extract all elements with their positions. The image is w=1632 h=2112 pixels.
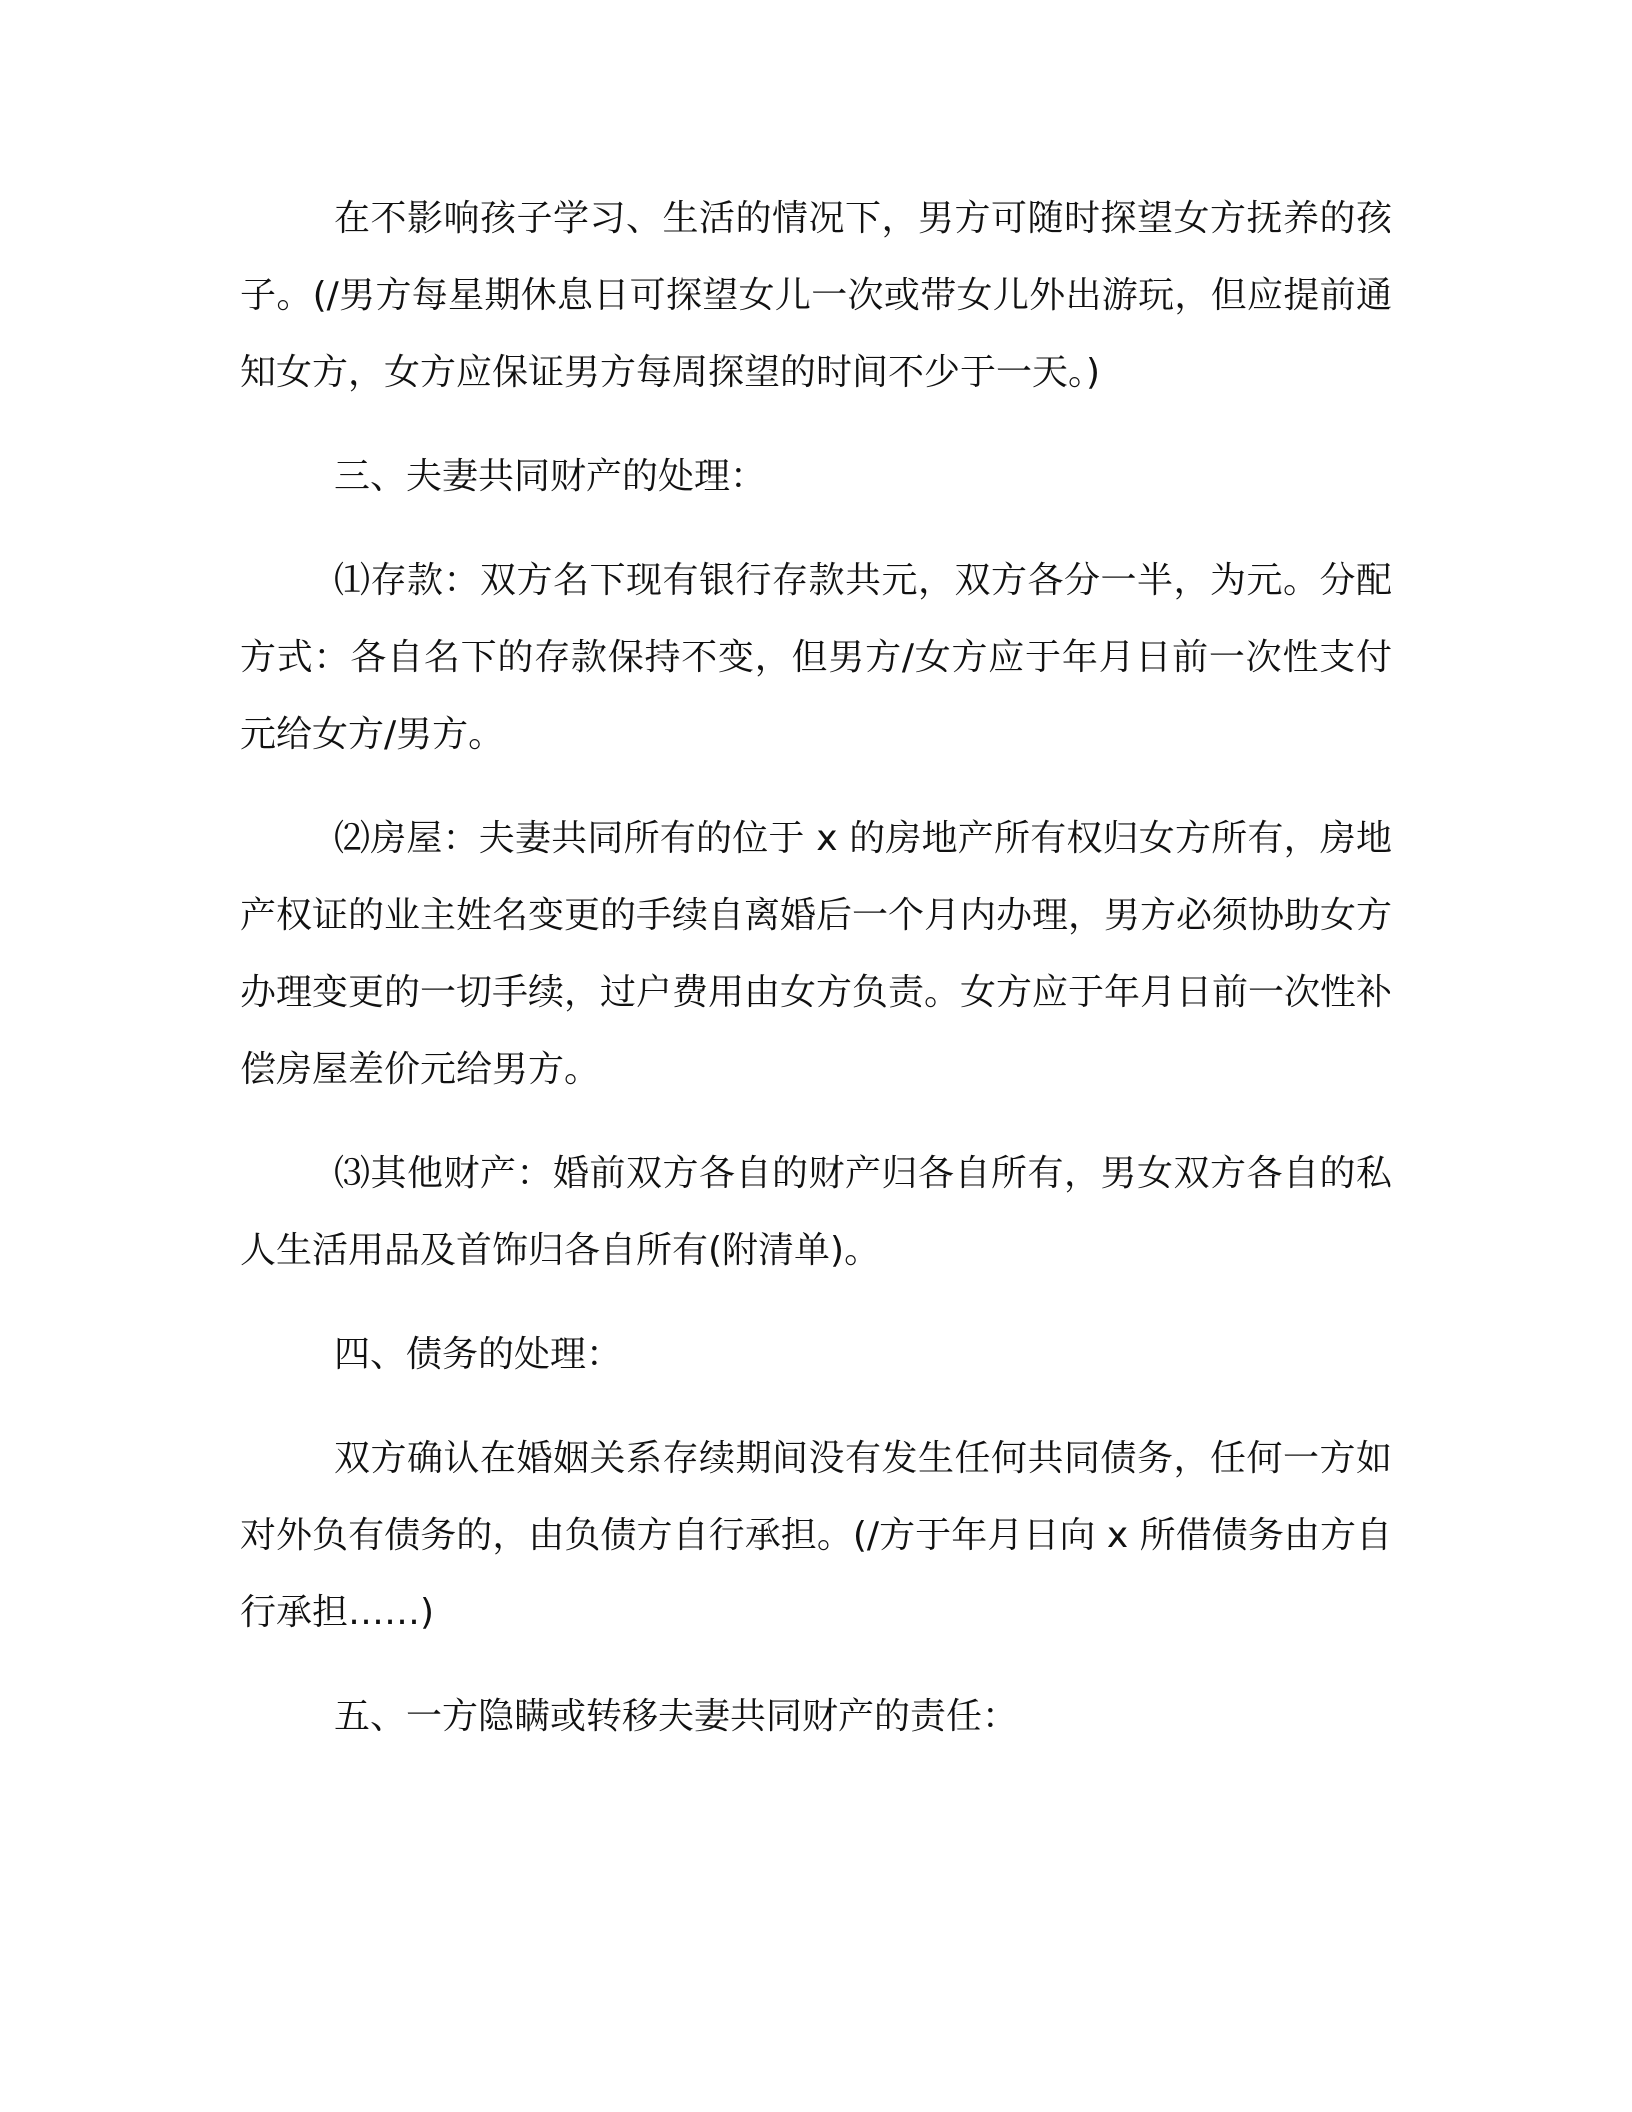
paragraph-visitation: 在不影响孩子学习、生活的情况下，男方可随时探望女方抚养的孩子。(/男方每星期休息日可探望女儿一次或带女儿外出游玩，但应提前通知女方，女方应保证男方每周探望的时间不少于一天。) [240,198,1392,393]
paragraph-debts: 双方确认在婚姻关系存续期间没有发生任何共同债务，任何一方如对外负有债务的，由负债方自行承担。(/方于年月日向 x 所借债务由方自行承担……) [240,1438,1392,1633]
paragraph-savings: ⑴存款：双方名下现有银行存款共元，双方各分一半，为元。分配方式：各自名下的存款保持不变，但男方/女方应于年月日前一次性支付元给女方/男方。 [240,560,1392,755]
heading-debts: 四、债务的处理： [334,1334,623,1375]
heading-concealment-liability: 五、一方隐瞒或转移夫妻共同财产的责任： [334,1696,1019,1737]
paragraph-other-property: ⑶其他财产：婚前双方各自的财产归各自所有，男女双方各自的私人生活用品及首饰归各自所有(附清单)。 [240,1153,1392,1271]
heading-joint-property: 三、夫妻共同财产的处理： [334,456,767,497]
paragraph-house: ⑵房屋：夫妻共同所有的位于 x 的房地产所有权归女方所有，房地产权证的业主姓名变更的手续自离婚后一个月内办理，男方必须协助女方办理变更的一切手续，过户费用由女方负责。女方应于年月日前一次性补偿房屋差价元给男方。 [240,818,1393,1090]
document-body [240,180,1392,1782]
